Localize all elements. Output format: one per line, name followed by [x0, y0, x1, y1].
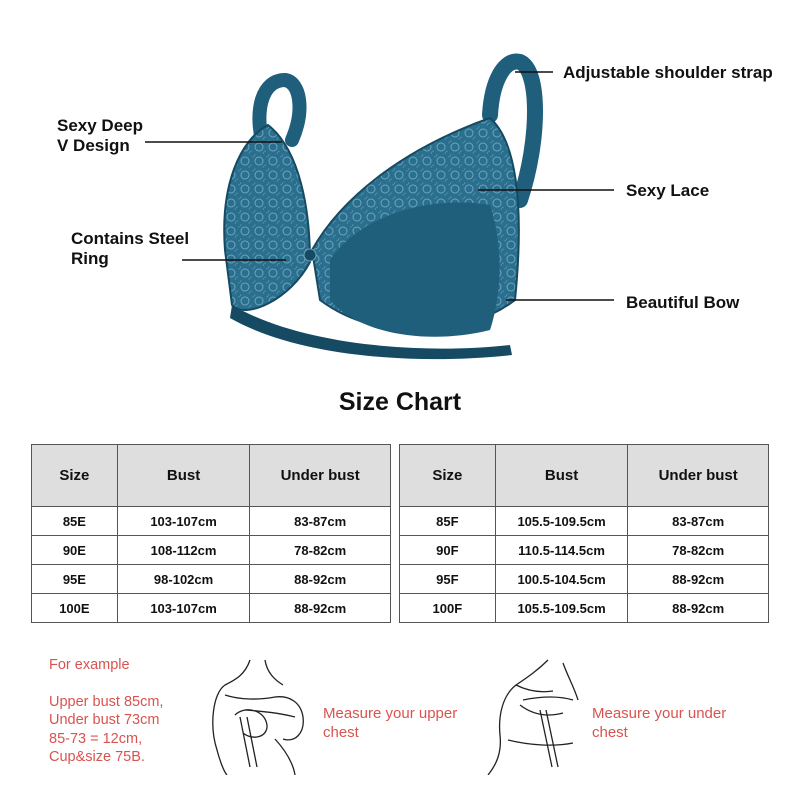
size-table-f: [399, 444, 769, 623]
table-row: [400, 536, 769, 565]
header-bust: Bust: [117, 445, 250, 507]
table-row: [400, 507, 769, 536]
size-chart-title: Size Chart: [338, 388, 462, 416]
header-size: Size: [400, 445, 496, 507]
measure-upper-label: Measure your upper chest: [323, 705, 458, 741]
cell-under-bust: 83-87cm: [250, 507, 391, 536]
callout-shoulder-strap: Adjustable shoulder strap: [563, 63, 773, 82]
header-bust: Bust: [495, 445, 628, 507]
header-under-bust: Under bust: [628, 445, 769, 507]
size-table-e: [31, 444, 391, 623]
cell-size: 85F: [400, 507, 496, 536]
measure-under-label: Measure your under chest: [592, 705, 727, 741]
table-row: [32, 507, 391, 536]
cell-under-bust: 78-82cm: [628, 536, 769, 565]
table-row: [32, 594, 391, 623]
example-line: 85-73 = 12cm,: [49, 730, 143, 747]
cell-under-bust: 88-92cm: [250, 565, 391, 594]
cell-bust: 103-107cm: [117, 594, 250, 623]
callout-deep-v: Sexy Deep V Design: [57, 116, 143, 155]
cell-size: 85E: [32, 507, 118, 536]
cell-under-bust: 78-82cm: [250, 536, 391, 565]
cell-bust: 105.5-109.5cm: [495, 507, 628, 536]
cell-bust: 108-112cm: [117, 536, 250, 565]
callout-bow: Beautiful Bow: [626, 293, 740, 312]
table-row: [32, 536, 391, 565]
cell-bust: 110.5-114.5cm: [495, 536, 628, 565]
under-chest-figure-icon: [478, 655, 588, 775]
cell-size: 90E: [32, 536, 118, 565]
cell-bust: 100.5-104.5cm: [495, 565, 628, 594]
callout-steel-ring: Contains Steel Ring: [71, 229, 190, 268]
cell-under-bust: 88-92cm: [628, 594, 769, 623]
left-cup: [224, 125, 310, 310]
cell-size: 95F: [400, 565, 496, 594]
header-under-bust: Under bust: [250, 445, 391, 507]
example-line: Upper bust 85cm,: [49, 693, 164, 710]
cell-under-bust: 88-92cm: [250, 594, 391, 623]
example-line: Cup&size 75B.: [49, 749, 145, 765]
cell-under-bust: 88-92cm: [628, 565, 769, 594]
table-header-row: [400, 445, 769, 507]
table-row: [32, 565, 391, 594]
table-row: [400, 565, 769, 594]
cell-size: 90F: [400, 536, 496, 565]
callout-lace: Sexy Lace: [626, 181, 710, 200]
cell-under-bust: 83-87cm: [628, 507, 769, 536]
cell-size: 100E: [32, 594, 118, 623]
center-bow: [304, 249, 316, 261]
cell-bust: 98-102cm: [117, 565, 250, 594]
example-heading: For example: [49, 657, 130, 673]
table-row: [400, 594, 769, 623]
example-line: Under bust 73cm: [49, 712, 160, 728]
example-note: [49, 656, 219, 767]
header-size: Size: [32, 445, 118, 507]
table-header-row: [32, 445, 391, 507]
cell-bust: 105.5-109.5cm: [495, 594, 628, 623]
upper-chest-figure-icon: [205, 655, 315, 775]
cell-size: 95E: [32, 565, 118, 594]
cell-bust: 103-107cm: [117, 507, 250, 536]
cell-size: 100F: [400, 594, 496, 623]
